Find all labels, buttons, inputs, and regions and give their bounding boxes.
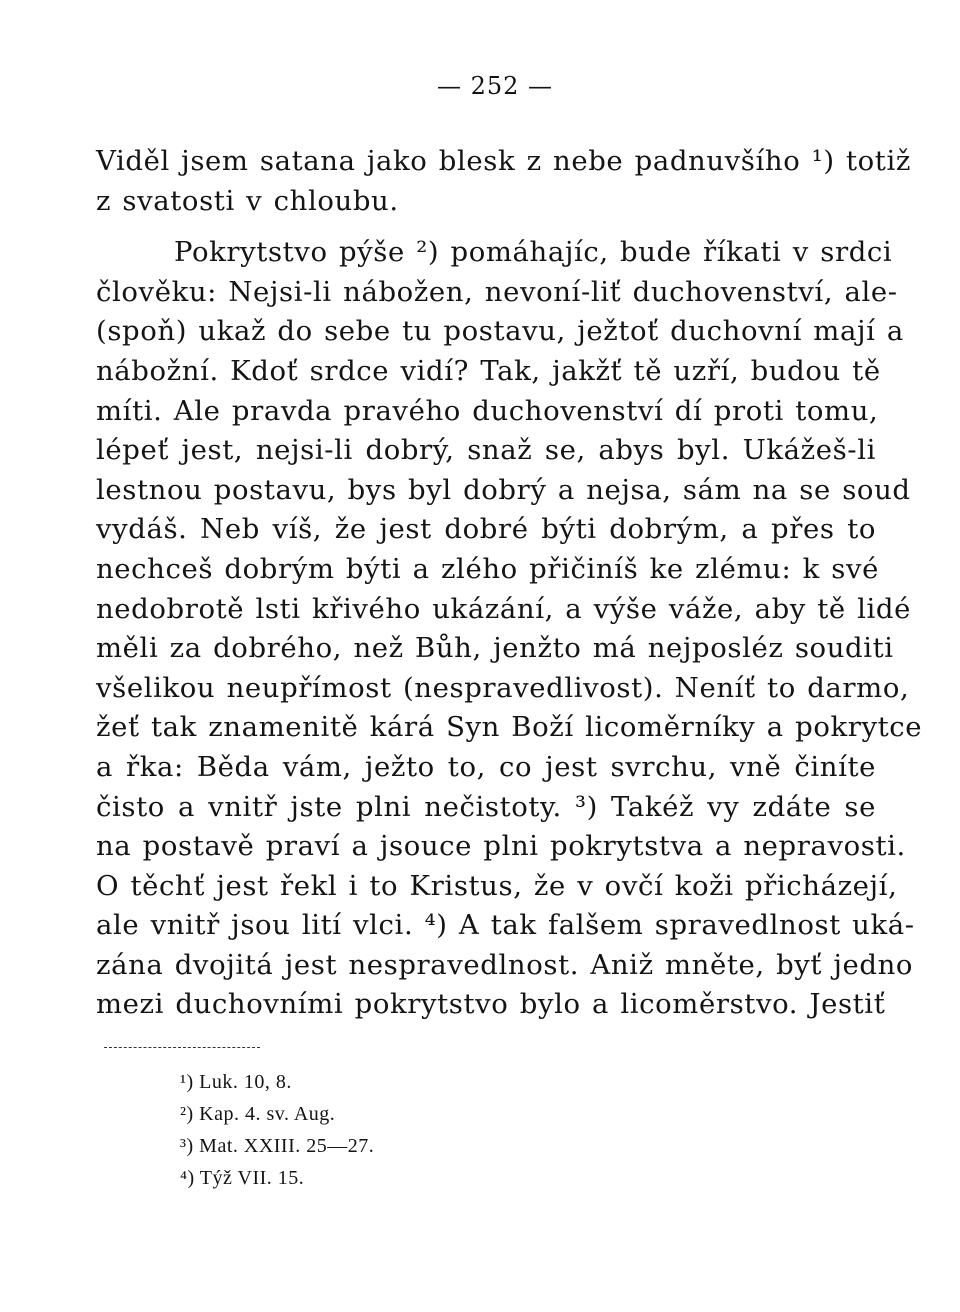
footnote-divider: [104, 1047, 260, 1048]
text-line: ale vnitř jsou lití vlci. ⁴) A tak falšem spravedlnost uká-: [96, 909, 915, 942]
footnotes: [180, 1066, 374, 1194]
footnote: ³) Mat. XXIII. 25—27.: [180, 1135, 375, 1157]
text-line: všelikou neupřímost (nespravedlivost). Neníť to darmo,: [96, 671, 910, 704]
text-line: míti. Ale pravda pravého duchovenství dí proti tomu,: [96, 394, 879, 427]
text-line: vydáš. Neb víš, že jest dobré býti dobrým, a přes to: [96, 513, 876, 546]
text-line: žeť tak znamenitě kárá Syn Boží licoměrníky a pokrytce: [96, 711, 923, 744]
text-line: nedobrotě lsti křivého ukázání, a výše váže, aby tě lidé: [96, 592, 912, 625]
page-number: — 252 —: [436, 72, 554, 100]
text-line: Viděl jsem satana jako blesk z nebe padnuvšího ¹) totiž: [96, 145, 911, 177]
text-line: mezi duchovními pokrytstvo bylo a licoměrstvo. Jestiť: [96, 988, 886, 1021]
text-line: čisto a vnitř jste plni nečistoty. ³) Takéž vy zdáte se: [96, 790, 876, 823]
text-line: nábožní. Kdoť srdce vidí? Tak, jakžť tě uzří, budou tě: [96, 354, 881, 387]
text-line: na postavě praví a jsouce plni pokrytstva a nepravosti.: [96, 830, 906, 863]
footnote: ⁴) Týž VII. 15.: [180, 1167, 305, 1189]
text-line: O těchť jest řekl i to Kristus, že v ovčí koži přicházejí,: [96, 869, 898, 902]
text-line: nechceš dobrým býti a zlého přičiníš ke zlému: k své: [96, 552, 879, 585]
text-line: měli za dobrého, než Bůh, jenžto má nejposléz souditi: [96, 632, 894, 665]
text-line: lestnou postavu, bys byl dobrý a nejsa, sám na se soud: [96, 473, 911, 506]
text-line: lépeť jest, nejsi-li dobrý, snaž se, abys byl. Ukážeš-li: [96, 434, 876, 467]
text-line: zána dvojitá jest nespravedlnost. Aniž mněte, byť jedno: [96, 948, 914, 981]
text-line: z svatosti v chloubu.: [96, 184, 399, 217]
text-line: Pokrytstvo pýše ²) pomáhajíc, bude říkati v srdci: [174, 236, 893, 269]
text-line: a řka: Běda vám, ježto to, co jest svrchu, vně činíte: [96, 750, 876, 783]
text-line: člověku: Nejsi-li nábožen, nevoní-liť duchovenství, ale-: [96, 275, 898, 308]
footnote: ²) Kap. 4. sv. Aug.: [180, 1103, 336, 1125]
text-line: (spoň) ukaž do sebe tu postavu, ježtoť duchovní mají a: [96, 315, 904, 348]
footnote: ¹) Luk. 10, 8.: [180, 1071, 292, 1093]
body-text: [96, 142, 923, 1025]
